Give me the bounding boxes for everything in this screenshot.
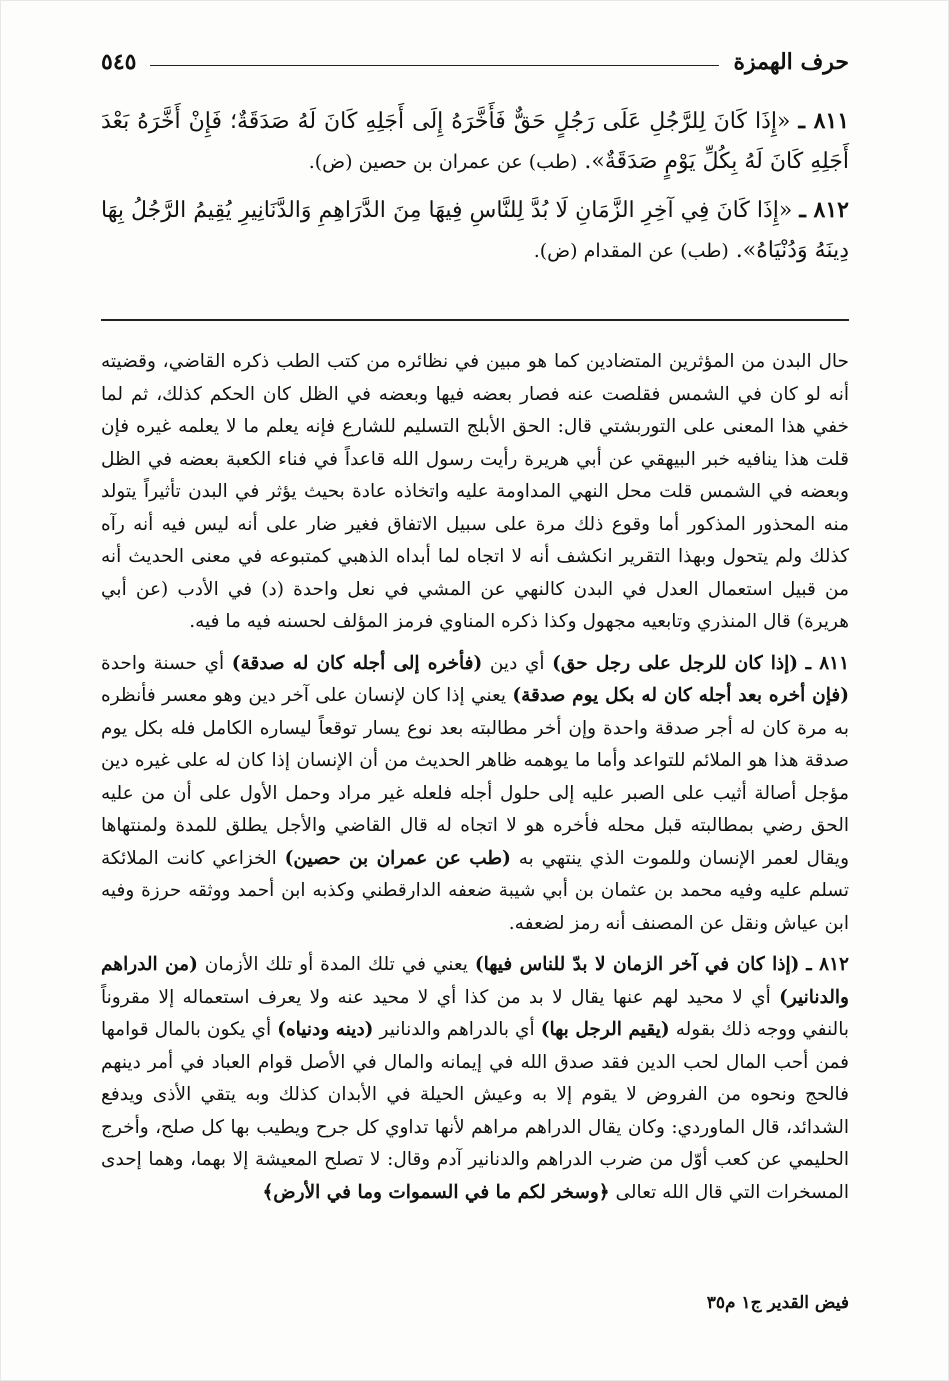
quoted-text: (دينه ودنياه) <box>277 1019 374 1040</box>
quoted-text: (يقيم الرجل بها) <box>540 1019 670 1040</box>
chapter-title: حرف الهمزة <box>733 49 849 75</box>
explanation-text: يعني في تلك المدة أو تلك الأزمان <box>197 954 475 975</box>
explanation-text: أي لا محيد لهم عنها يقال لا بد من كذا أي لا محيد عنه ولا يعرف استعماله إلا مقروناً بالنفي ووجه ذلك بقوله <box>101 986 849 1040</box>
hadith-texts <box>101 101 849 279</box>
page-footer: فيض القدير ج١ م٣٥ <box>706 1293 849 1313</box>
explanation-text: أي يكون بالمال قوامها فمن أحب المال لحب الدين فقد صدق الله في إيمانه والمال في الأصل قوام العباد في أمر دينهم فالحج ونحوه من الفروض لا يقوم إلا به وعيش الحيلة في الأبدان كذلك وبه يتقي الأذى ويدفع الشدائد، قال الماوردي: وكان يقال الدراهم مراهم لأنها تداوي كل جرح ويطيب بها كل صلح، وأخرج الحليمي عن كعب أوّل من ضرب الدراهم والدنانير آدم وقال: لا تصلح المعيشة إلا بهما، وهما إحدى المسخرات التي قال الله تعالى <box>101 1019 849 1203</box>
explanation-text: أي دين <box>482 652 553 674</box>
hadith-source: (طب) عن عمران بن حصين (ض). <box>308 151 578 173</box>
commentary-number: ٨١١ ـ <box>805 652 850 674</box>
hadith-number: ٨١١ ـ <box>798 108 850 134</box>
hadith-source: (طب) عن المقدام (ض). <box>533 240 729 262</box>
commentary-paragraph <box>101 949 849 1209</box>
page-number: ٥٤٥ <box>101 49 137 75</box>
hadith-812 <box>101 190 849 271</box>
section-divider <box>101 319 849 321</box>
hadith-number: ٨١٢ ـ <box>799 197 849 223</box>
quran-verse: ﴿وسخر لكم ما في السموات وما في الأرض﴾ <box>262 1181 610 1203</box>
explanation-text: أي بالدراهم والدنانير <box>373 1019 541 1040</box>
header-rule <box>150 65 719 66</box>
quoted-text: (فأخره إلى أجله كان له صدقة) <box>231 652 483 674</box>
explanation-text: الخزاعي كانت الملائكة تسلم عليه وفيه محمد بن عثمان بن أبي شيبة ضعفه الدارقطني وكذبه ابن أحمد ووثقه حرزة وفيه ابن عياش ونقل عن المصنف أنه رمز لضعفه. <box>101 847 849 934</box>
hadith-811 <box>101 101 849 182</box>
quoted-text: (إذا كان في آخر الزمان لا بدّ للناس فيها) <box>474 954 800 975</box>
hadith-text: «إِذَا كَانَ فِي آخِرِ الزَّمَانِ لَا بُدَّ لِلنَّاسِ فِيهَا مِنَ الدَّرَاهِمِ وَالدَّنَانِيرِ يُقِيمُ الرَّجُلُ بِهَا دِينَهُ وَدُنْيَاهُ». <box>101 198 849 263</box>
page-header <box>101 45 849 79</box>
commentary <box>101 346 849 1218</box>
quoted-text: (إذا كان للرجل على رجل حق) <box>552 652 799 674</box>
explanation-text: يعني إذا كان لإنسان على آخر دين وهو معسر فأنظره به مرة كان له أجر صدقة واحدة وإن أخر مطالبته بعد نوع يسار توقعاً ليساره الكامل فله بكل يوم صدقة هذا هو الملائم للتواعد وأما ما يوهمه ظاهر الحديث من أن الإنسان إذا كان له على غيره دين مؤجل أصالة أثيب على الصبر عليه إلى حلول أجله فلعله غير مراد وحمل الأول على أن من عليه الحق رضي بمطالبته قبل محله فأخره هو لا اتجاه له قال القاضي والأجل يطلق للمدة ولمنتهاها ويقال لعمر الإنسان وللموت الذي ينتهي به <box>101 685 849 869</box>
commentary-paragraph: حال البدن من المؤثرين المتضادين كما هو مبين في نظائره من كتب الطب ذكره القاضي، وقضيته أنه لو كان في الشمس فقلصت عنه فصار بعضه فيها وبعضه في الظل كان الحكم كذلك، ثم لما خفي هذا المعنى على التوربشتي قال: الحق الأبلج التسليم للشارع فإنه يعلم ما لا يعلمه غيره فإن قلت هذا ينافيه خبر البيهقي عن أبي هريرة رأيت رسول الله قاعداً في فناء الكعبة بعضه في الظل وبعضه في الشمس قلت محل النهي المداومة عليه واتخاذه عادة بحيث يؤثر في البدن تأثيراً يتولد منه المحذور المذكور أما وقوع ذلك مرة على سبيل الاتفاق فغير ضار على أنه ليس فيه أنه رآه كذلك ولم يتحول وبهذا التقرير انكشف أنه لا اتجاه لما أبداه الذهبي كمتبوعه في معنى الحديث أنه من قبيل استعمال العدل في البدن كالنهي عن المشي في نعل واحدة (د) في الأدب (عن أبي هريرة) قال المنذري وتابعيه مجهول وكذا ذكره المناوي فرمز المؤلف لحسنه فيه ما فيه. <box>101 351 849 632</box>
quoted-text: (فإن أخره بعد أجله كان له بكل يوم صدقة) <box>512 685 849 706</box>
hadith-text: «إِذَا كَانَ لِلرَّجُلِ عَلَى رَجُلٍ حَقٌّ فَأَخَّرَهُ إِلَى أَجَلِهِ كَانَ لَهُ صَدَقَةٌ؛ فَإِنْ أَخَّرَهُ بَعْدَ أَجَلِهِ كَانَ لَهُ بِكُلِّ يَوْمٍ صَدَقَةٌ». <box>101 109 849 174</box>
quoted-text: (من الدراهم والدنانير) <box>101 954 849 1008</box>
commentary-paragraph <box>101 648 849 941</box>
commentary-number: ٨١٢ ـ <box>806 954 849 975</box>
explanation-text: أي حسنة واحدة <box>101 652 232 674</box>
quoted-text: (طب عن عمران بن حصين) <box>284 847 511 869</box>
